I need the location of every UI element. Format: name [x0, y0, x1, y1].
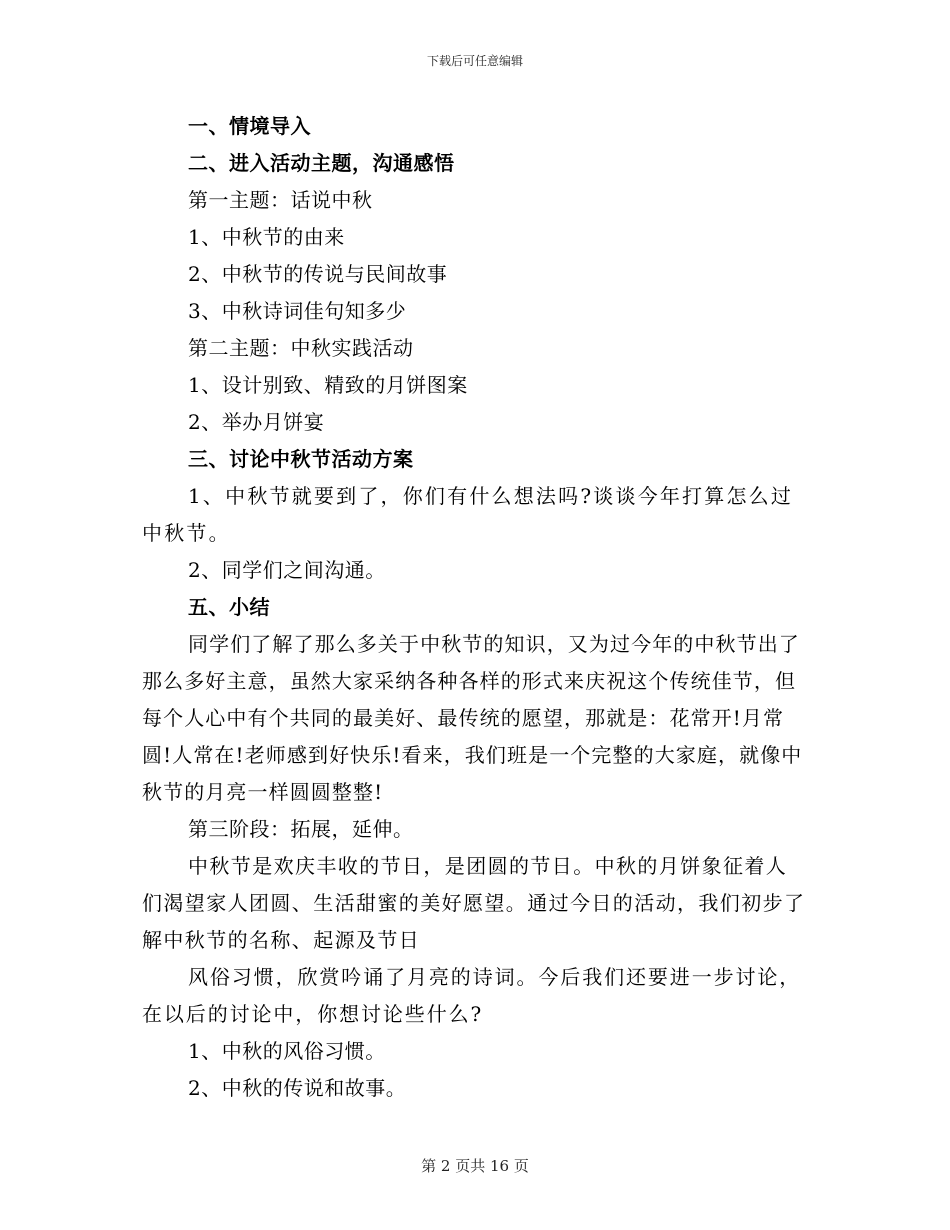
- discussion-paragraph-2: 2、同学们之间沟通。: [188, 558, 386, 582]
- stage-3-paragraph-1: 中秋节是欢庆丰收的节日，是团圆的节日。中秋的月饼象征着人们渴望家人团圆、生活甜蜜的美好愿望。通过今日的活动，我们初步了解中秋节的名称、起源及节日: [142, 854, 806, 952]
- section-heading-3: 三、讨论中秋节活动方案: [188, 447, 414, 471]
- final-item-2: 2、中秋的传说和故事。: [188, 1076, 407, 1100]
- section-heading-1: 一、情境导入: [188, 114, 311, 138]
- theme-2-title: 第二主题：中秋实践活动: [188, 336, 414, 360]
- theme-1-title: 第一主题：话说中秋: [188, 188, 373, 212]
- page-footer: 第 2 页共 16 页: [421, 1157, 529, 1175]
- theme-1-item-1: 1、中秋节的由来: [188, 225, 345, 249]
- stage-3-title: 第三阶段：拓展，延伸。: [188, 817, 414, 841]
- section-heading-5: 五、小结: [188, 595, 270, 619]
- page-header: 下载后可任意编辑: [426, 54, 523, 68]
- theme-1-item-3: 3、中秋诗词佳句知多少: [188, 299, 407, 323]
- stage-3-paragraph-2: 风俗习惯，欣赏吟诵了月亮的诗词。今后我们还要进一步讨论，在以后的讨论中，你想讨论些什么?: [142, 965, 802, 1026]
- summary-paragraph: 同学们了解了那么多关于中秋节的知识，又为过今年的中秋节出了那么多好主意，虽然大家采纳各种各样的形式来庆祝这个传统佳节，但每个人心中有个共同的最美好、最传统的愿望，那就是：花常开!月常圆!人常在!老师感到好快乐!看来，我们班是一个完整的大家庭，就像中秋节的月亮一样圆圆整整!: [142, 632, 803, 804]
- theme-1-item-2: 2、中秋节的传说与民间故事: [188, 262, 448, 286]
- theme-2-item-2: 2、举办月饼宴: [188, 410, 325, 434]
- final-item-1: 1、中秋的风俗习惯。: [188, 1039, 386, 1063]
- section-heading-2: 二、进入活动主题，沟通感悟: [188, 151, 455, 175]
- discussion-paragraph-1: 1、中秋节就要到了，你们有什么想法吗?谈谈今年打算怎么过中秋节。: [142, 484, 794, 545]
- document-body: [142, 108, 806, 1107]
- theme-2-item-1: 1、设计别致、精致的月饼图案: [188, 373, 468, 397]
